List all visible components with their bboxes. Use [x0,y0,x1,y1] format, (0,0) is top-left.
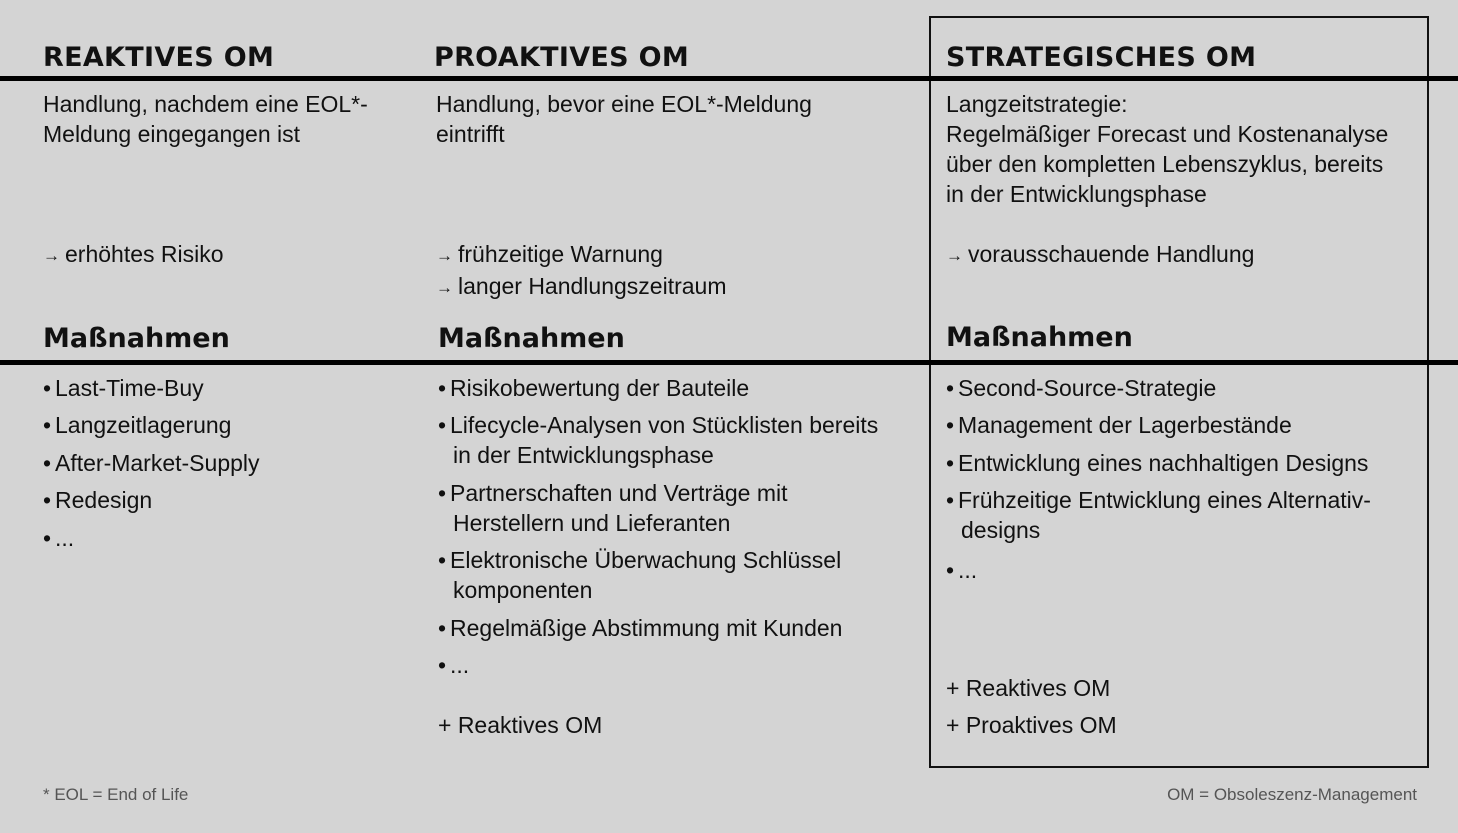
bullet-icon: • [946,557,955,583]
footnote-eol: * EOL = End of Life [43,785,189,804]
measure-text: Partnerschaften und Verträge mit [450,480,788,506]
arrow-right-icon: → [946,246,963,265]
description-line: Langzeitstrategie: [946,91,1128,117]
effect-text: frühzeitige Warnung [458,241,663,267]
description-line: in der Entwicklungsphase [946,181,1207,207]
bullet-icon: • [438,375,447,401]
column-effects-strategic [946,239,1254,271]
measure-item [438,478,788,538]
footnote-om: OM = Obsoleszenz-Management [1167,785,1417,804]
column-title-strategic: STRATEGISCHES OM [946,42,1257,73]
effect-item [43,239,224,271]
effect-text: langer Handlungszeitraum [458,273,727,299]
measure-text: Elektronische Überwachung Schlüssel [450,547,842,573]
bullet-icon: • [438,412,447,438]
measures-divider [0,360,1458,365]
measure-item [43,523,74,553]
arrow-right-icon: → [436,278,453,297]
bullet-icon: • [43,450,52,476]
column-description-reactive [43,89,368,149]
measure-item [438,410,878,470]
description-line: Regelmäßiger Forecast und Kostenanalyse [946,121,1389,147]
measure-item [438,373,749,403]
measure-text: Last-Time-Buy [55,375,204,401]
plus-item: + Reaktives OM [946,675,1111,701]
column-effects-reactive [43,239,224,271]
effect-item [436,271,727,303]
measures-heading-proactive: Maßnahmen [438,323,625,354]
arrow-right-icon: → [436,246,453,265]
plus-item: + Reaktives OM [438,712,603,738]
effect-item [436,239,727,271]
measure-item [946,373,1216,403]
effect-text: erhöhtes Risiko [65,241,224,267]
measures-heading-reactive: Maßnahmen [43,323,230,354]
bullet-icon: • [946,450,955,476]
measure-text: Risikobewertung der Bauteile [450,375,750,401]
bullet-icon: • [946,487,955,513]
measure-text: ... [450,652,470,678]
measure-text: ... [55,525,75,551]
plus-item: + Proaktives OM [946,712,1117,738]
measure-text: ... [958,557,978,583]
measure-item [946,485,1371,545]
bullet-icon: • [946,375,955,401]
bullet-icon: • [43,375,52,401]
header-divider [0,76,1458,81]
measure-text: Lifecycle-Analysen von Stücklisten bereits [450,412,879,438]
effect-item [946,239,1254,271]
measure-item [438,613,842,643]
bullet-icon: • [43,412,52,438]
measure-text: Frühzeitige Entwicklung eines Alternativ- [958,487,1371,513]
column-title-reactive: REAKTIVES OM [43,42,275,73]
measure-item [946,555,977,585]
measure-text: Second-Source-Strategie [958,375,1217,401]
bullet-icon: • [43,487,52,513]
measure-text: After-Market-Supply [55,450,260,476]
arrow-right-icon: → [43,246,60,265]
description-line: Meldung eingegangen ist [43,121,301,147]
column-description-strategic [946,89,1388,209]
measure-item [438,650,469,680]
measure-text: Redesign [55,487,153,513]
column-effects-proactive [436,239,727,303]
description-line: Handlung, bevor eine EOL*-Meldung [436,91,812,117]
measure-text: Management der Lagerbestände [958,412,1292,438]
bullet-icon: • [43,525,52,551]
measure-text-continued: komponenten [453,577,593,603]
measure-text: Entwicklung eines nachhaltigen Designs [958,450,1369,476]
measure-item [946,410,1292,440]
measure-item [43,373,204,403]
bullet-icon: • [438,547,447,573]
measures-heading-strategic: Maßnahmen [946,322,1133,353]
bullet-icon: • [438,652,447,678]
effect-text: vorausschauende Handlung [968,241,1255,267]
measure-text-continued: in der Entwicklungsphase [453,442,714,468]
column-description-proactive [436,89,812,149]
measure-item [438,545,841,605]
description-line: Handlung, nachdem eine EOL*- [43,91,368,117]
measure-item [946,448,1368,478]
measure-item [43,448,260,478]
bullet-icon: • [438,615,447,641]
measure-text: Langzeitlagerung [55,412,232,438]
measure-text: Regelmäßige Abstimmung mit Kunden [450,615,843,641]
measure-text-continued: designs [961,517,1041,543]
description-line: über den kompletten Lebenszyklus, bereits [946,151,1384,177]
column-title-proactive: PROAKTIVES OM [434,42,689,73]
description-line: eintrifft [436,121,505,147]
measure-text-continued: Herstellern und Lieferanten [453,510,731,536]
measure-item [43,485,152,515]
measure-item [43,410,231,440]
bullet-icon: • [946,412,955,438]
bullet-icon: • [438,480,447,506]
